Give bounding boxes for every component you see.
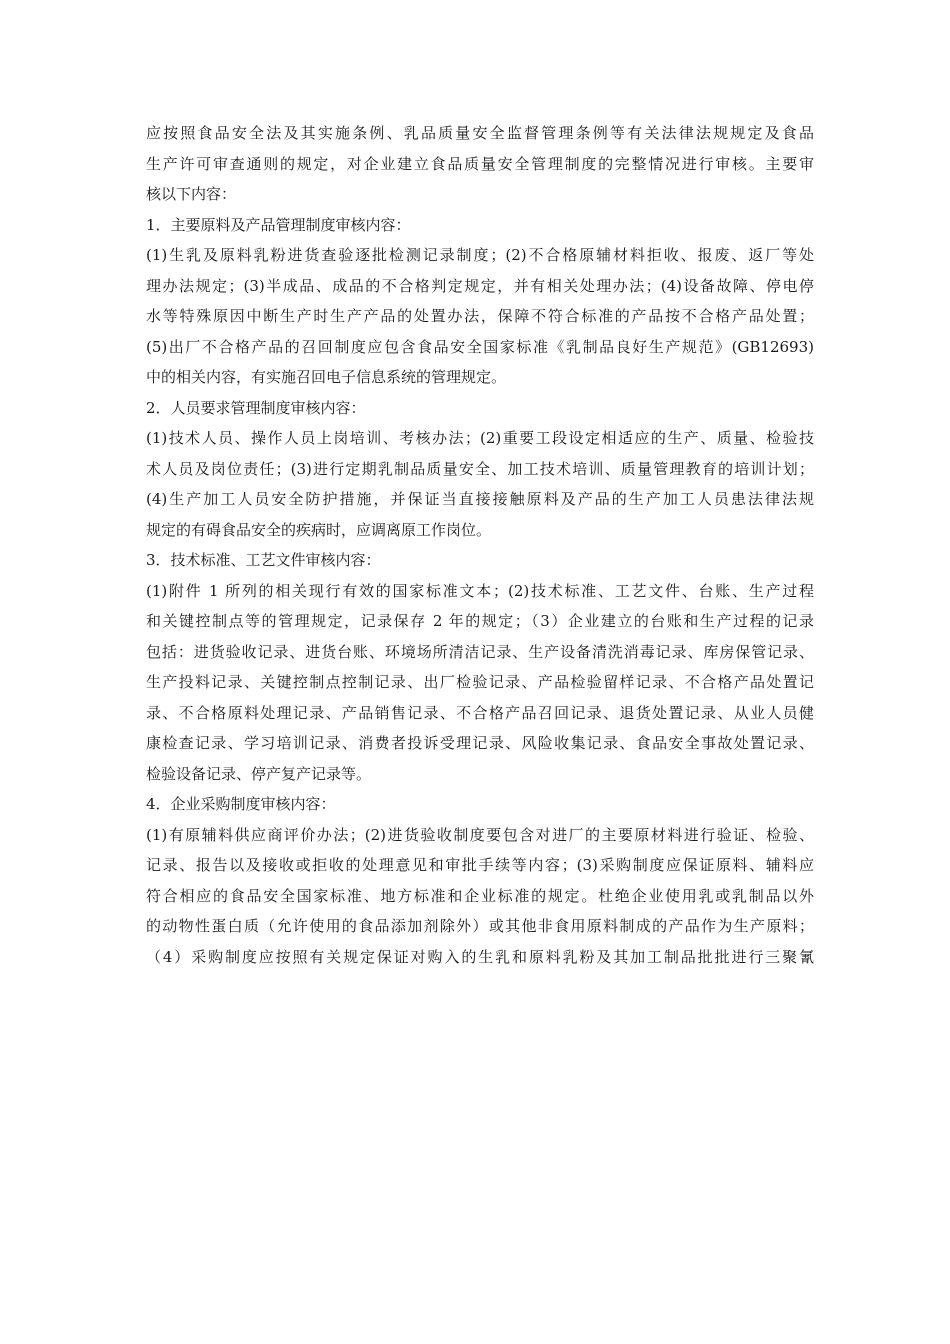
section-heading: 3．技术标准、工艺文件审核内容： xyxy=(146,551,381,569)
paragraph-line: 规定的有碍食品安全的疾病时，应调离原工作岗位。 xyxy=(146,520,492,539)
paragraph-line: (4)生产加工人员安全防护措施，并保证当直接接触原料及产品的生产加工人员患法律法规 xyxy=(146,490,814,508)
paragraph-line: (1)附件 1 所列的相关现行有效的国家标准文本；(2)技术标准、工艺文件、台账、生产过程 xyxy=(146,581,814,600)
paragraph-line: 中的相关内容，有实施召回电子信息系统的管理规定。 xyxy=(146,368,507,386)
paragraph-line: 录、不合格原料处理记录、产品销售记录、不合格产品召回记录、退货处置记录、从业人员健 xyxy=(146,703,814,722)
paragraph-line: 理办法规定；(3)半成品、成品的不合格判定规定，并有相关处理办法；(4)设备故障、停电停 xyxy=(146,276,814,295)
paragraph-line: 生产投料记录、关键控制点控制记录、出厂检验记录、产品检验留样记录、不合格产品处置记 xyxy=(146,673,814,691)
paragraph-line: 生产许可审查通则的规定，对企业建立食品质量安全管理制度的完整情况进行审核。主要审 xyxy=(146,154,814,173)
section-heading: 4．企业采购制度审核内容： xyxy=(146,795,336,813)
paragraph-line: 的动物性蛋白质（允许使用的食品添加剂除外）或其他非食用原料制成的产品作为生产原料； xyxy=(146,917,814,935)
paragraph-line: 和关键控制点等的管理规定，记录保存 2 年的规定；（3）企业建立的台账和生产过程的记录 xyxy=(146,612,814,630)
paragraph-line: 核以下内容： xyxy=(146,185,237,203)
paragraph-line: （4）采购制度应按照有关规定保证对购入的生乳和原料乳粉及其加工制品批批进行三聚氰 xyxy=(146,947,814,966)
paragraph-line: 符合相应的食品安全国家标准、地方标准和企业标准的规定。杜绝企业使用乳或乳制品以外 xyxy=(146,886,814,905)
paragraph-line: 水等特殊原因中断生产时生产产品的处置办法，保障不符合标准的产品按不合格产品处置； xyxy=(146,307,814,325)
paragraph-line: (1)生乳及原料乳粉进货查验逐批检测记录制度；(2)不合格原辅材料拒收、报废、返厂等处 xyxy=(146,246,814,264)
paragraph-line: 记录、报告以及接收或拒收的处理意见和审批手续等内容；(3)采购制度应保证原料、辅料应 xyxy=(146,856,814,874)
paragraph-line: 检验设备记录、停产复产记录等。 xyxy=(146,764,372,783)
paragraph-line: 康检查记录、学习培训记录、消费者投诉受理记录、风险收集记录、食品安全事故处置记录、 xyxy=(146,734,814,752)
paragraph-line: 术人员及岗位责任；(3)进行定期乳制品质量安全、加工技术培训、质量管理教育的培训计划； xyxy=(146,459,814,478)
paragraph-line: (5)出厂不合格产品的召回制度应包含食品安全国家标准《乳制品良好生产规范》(GB12693) xyxy=(146,337,814,356)
section-heading: 2．人员要求管理制度审核内容： xyxy=(146,398,366,417)
document-body xyxy=(146,118,814,972)
paragraph-line: (1)技术人员、操作人员上岗培训、考核办法；(2)重要工段设定相适应的生产、质量、检验技 xyxy=(146,429,814,447)
paragraph-line: 应按照食品安全法及其实施条例、乳品质量安全监督管理条例等有关法律法规规定及食品 xyxy=(146,124,814,142)
paragraph-line: (1)有原辅料供应商评价办法；(2)进货验收制度要包含对进厂的主要原材料进行验证、检验、 xyxy=(146,825,814,844)
section-heading: 1．主要原料及产品管理制度审核内容： xyxy=(146,215,411,234)
paragraph-line: 包括：进货验收记录、进货台账、环境场所清洁记录、生产设备清洗消毒记录、库房保管记录、 xyxy=(146,642,814,661)
